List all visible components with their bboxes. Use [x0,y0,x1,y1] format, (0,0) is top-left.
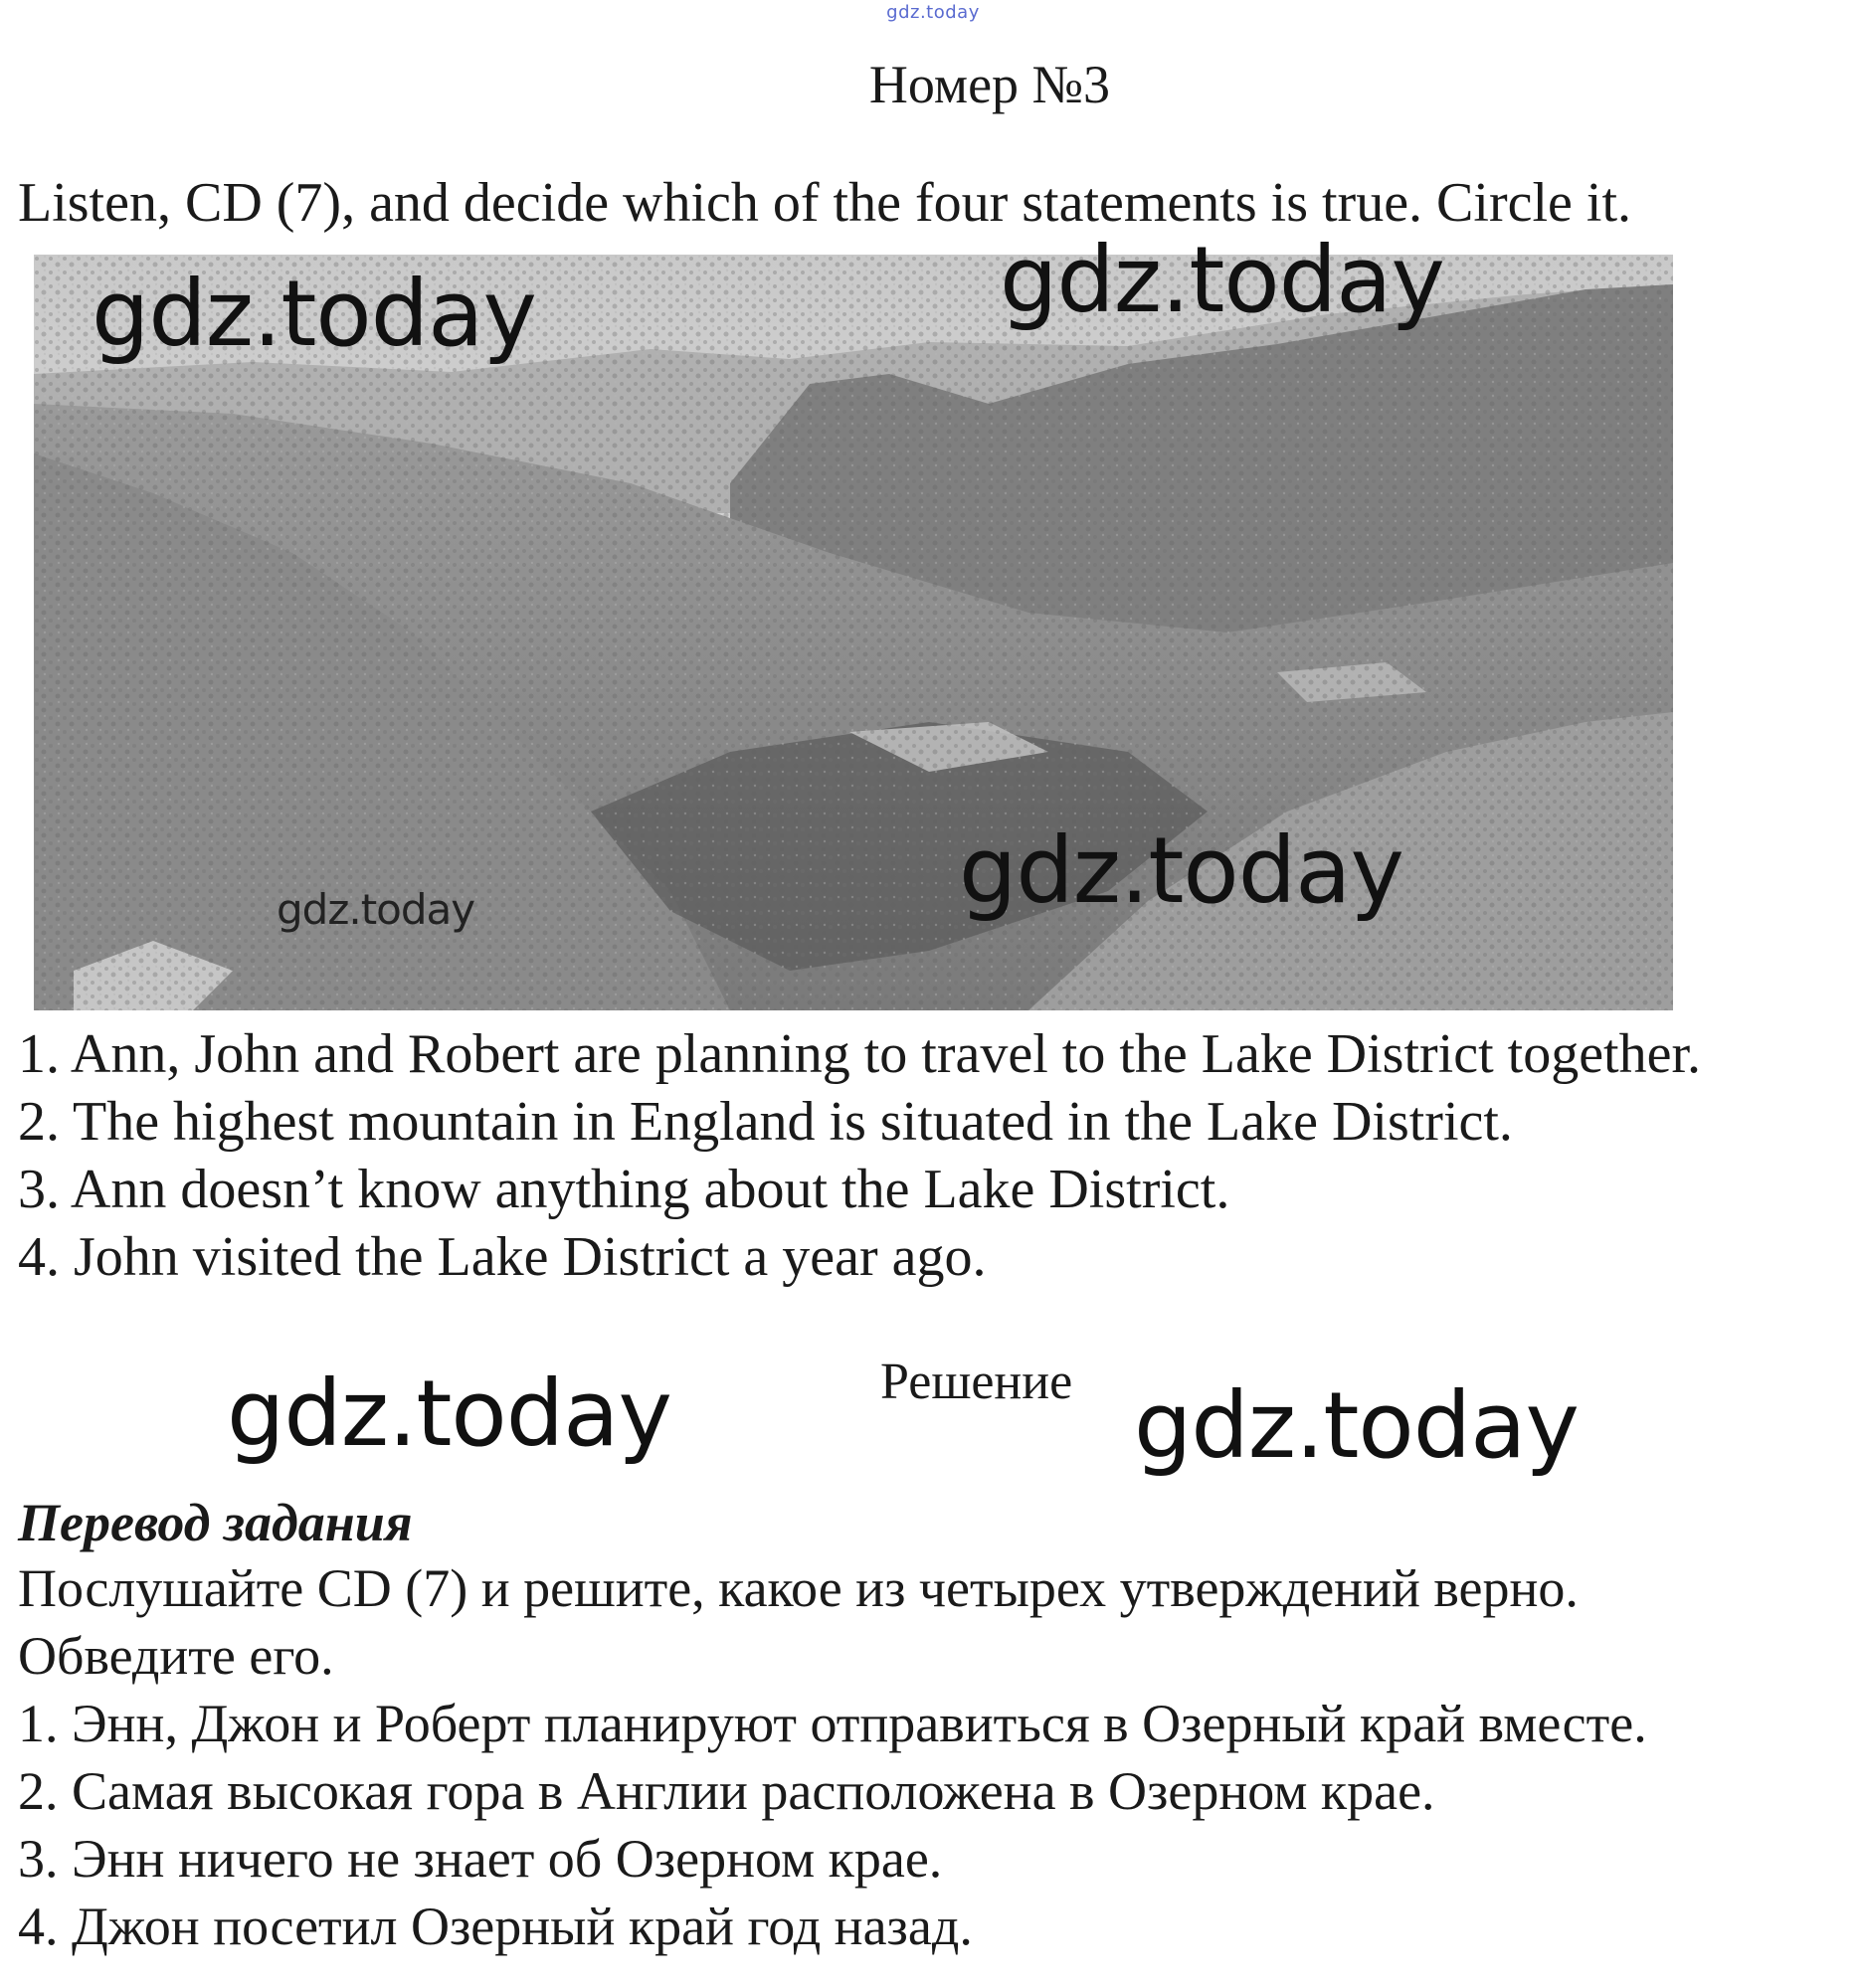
statement-list-russian [18,1690,1647,1960]
statement-item: 4. Джон посетил Озерный край год назад. [18,1897,973,1956]
watermark: gdz.today [227,1360,671,1467]
watermark: gdz.today [1000,227,1444,333]
statement-item: 2. The highest mountain in England is situated in the Lake District. [18,1091,1513,1153]
watermark: gdz.today [92,261,536,367]
statement-item: 1. Ann, John and Robert are planning to travel to the Lake District together. [18,1023,1702,1085]
solution-heading: Решение [880,1354,1073,1410]
translation-instruction: Послушайте CD (7) и решите, какое из четырех утверждений верно. Обведите его. [18,1558,1579,1686]
watermark: gdz.today [1134,1372,1579,1479]
statement-item: 1. Энн, Джон и Роберт планируют отправиться в Озерный край вместе. [18,1694,1647,1753]
statement-list-english [18,1020,1701,1291]
watermark: gdz.today [277,885,475,934]
page-title: Номер №3 [868,55,1111,114]
statement-item: 3. Ann doesn’t know anything about the Lake District. [18,1159,1230,1220]
watermark: gdz.today [959,817,1403,924]
task-instruction: Listen, CD (7), and decide which of the four statements is true. Circle it. [18,172,1632,234]
statement-item: 2. Самая высокая гора в Англии расположена в Озерном крае. [18,1761,1435,1821]
translation-heading: Перевод задания [18,1493,413,1552]
statement-item: 3. Энн ничего не знает об Озерном крае. [18,1829,943,1889]
top-watermark: gdz.today [886,2,980,23]
statement-item: 4. John visited the Lake District a year ago. [18,1226,987,1288]
